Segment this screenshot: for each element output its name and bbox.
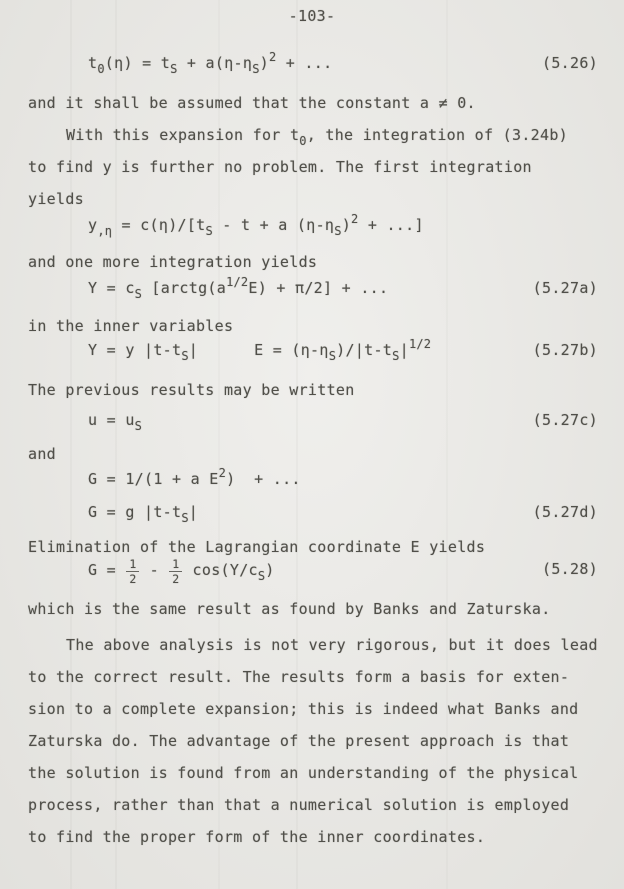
fraction: $\frac{1}{2}$: [168, 558, 183, 585]
equation-5-27b: [88, 339, 431, 361]
equation-y-eta: [88, 214, 424, 236]
subscript: S: [328, 349, 337, 363]
superscript: 2: [268, 50, 277, 64]
text-run: Elimination of the Lagrangian coordinate E yields: [28, 538, 486, 556]
equation-5-27d-label: (5.27d): [532, 503, 598, 521]
equation-5-27b-label: (5.27b): [532, 341, 598, 359]
body-line: [28, 698, 579, 720]
body-line: [28, 188, 84, 210]
body-line: [28, 826, 485, 848]
text-run: ): [265, 561, 275, 579]
equation-5-27c: [88, 409, 142, 431]
subscript: S: [181, 511, 189, 525]
text-run: to find the proper form of the inner coordinates.: [28, 828, 486, 846]
text-run: sion to a complete expansion; this is indeed what Banks and: [28, 700, 579, 718]
text-run: to the correct result. The results form a basis for exten-: [28, 668, 570, 686]
subscript: S: [257, 569, 266, 583]
text-run: + ...: [276, 54, 333, 72]
body-line: [28, 666, 569, 688]
text-run: |: [188, 503, 199, 521]
body-line: [28, 156, 532, 178]
equation-5-26: [88, 52, 332, 74]
text-run: - t + a (η-η: [212, 216, 335, 234]
subscript: S: [181, 349, 189, 363]
text-run: + ...]: [358, 216, 424, 234]
superscript: 2: [351, 212, 359, 226]
text-run: and it shall be assumed that the constant a ≠ 0.: [28, 94, 476, 112]
equation-5-27d: [88, 501, 198, 523]
page-number: -103-: [288, 7, 336, 25]
text-run: and one more integration yields: [28, 253, 318, 271]
text-run: |: [399, 341, 409, 359]
text-run: , the integration of (3.24b): [306, 126, 568, 144]
text-run: ): [259, 54, 269, 72]
body-line: [28, 794, 569, 816]
para-line: [66, 124, 568, 146]
body-line: [28, 730, 569, 752]
body-line: [28, 598, 551, 620]
text-run: )/|t-t: [336, 341, 393, 359]
text-run: to find y is further no problem. The first integration: [28, 158, 532, 176]
text-run: = c(η)/[t: [112, 216, 206, 234]
text-run: [arctg(a: [142, 279, 227, 297]
equation-5-27a: [88, 277, 388, 299]
subscript: S: [252, 62, 260, 76]
body-line: [28, 251, 317, 273]
text-run: u = u: [88, 411, 135, 429]
text-run: G = g |t-t: [88, 503, 182, 521]
text-run: yields: [28, 190, 84, 208]
text-run: y: [88, 216, 98, 234]
subscript: S: [334, 224, 342, 238]
equation-5-26-label: (5.26): [542, 54, 598, 72]
body-line: [28, 762, 579, 784]
subscript: ,η: [97, 224, 113, 238]
superscript: 1/2: [226, 275, 249, 289]
subscript: 0: [97, 62, 105, 76]
text-run: + a(η-η: [177, 54, 253, 72]
body-line: [28, 92, 476, 114]
subscript: S: [205, 224, 213, 238]
subscript: 0: [299, 134, 307, 148]
subscript: S: [134, 287, 143, 301]
equation-5-28-label: (5.28): [542, 560, 598, 578]
text-run: | E = (η-η: [188, 341, 329, 359]
text-run: Y = y |t-t: [88, 341, 182, 359]
para-line: [66, 634, 598, 656]
body-line: [28, 443, 56, 465]
text-run: The above analysis is not very rigorous, but it does lead: [66, 636, 598, 654]
text-run: Zaturska do. The advantage of the present approach is that: [28, 732, 570, 750]
text-run: With this expansion for t: [66, 126, 300, 144]
text-run: -: [140, 561, 169, 579]
subscript: S: [134, 419, 143, 433]
superscript: 1/2: [408, 337, 432, 351]
text-run: the solution is found from an understanding of the physical: [28, 764, 579, 782]
equation-5-27a-label: (5.27a): [532, 279, 598, 297]
subscript: S: [392, 349, 400, 363]
text-run: (η) = t: [104, 54, 171, 72]
text-run: which is the same result as found by Banks and Zaturska.: [28, 600, 551, 618]
text-run: and: [28, 445, 56, 463]
text-run: process, rather than that a numerical solution is employed: [28, 796, 570, 814]
text-run: E) + π/2] + ...: [248, 279, 389, 297]
text-run: Y = c: [88, 279, 135, 297]
fraction: $\frac{1}{2}$: [125, 558, 140, 585]
text-run: cos(Y/c: [183, 561, 258, 579]
subscript: S: [170, 62, 178, 76]
equation-g-expansion: [88, 468, 301, 490]
text-run: t: [88, 54, 98, 72]
equation-5-27c-label: (5.27c): [532, 411, 598, 429]
body-line: [28, 379, 355, 401]
text-run: G =: [88, 561, 126, 579]
text-run: The previous results may be written: [28, 381, 355, 399]
text-run: G = 1/(1 + a E: [88, 470, 219, 488]
text-run: in the inner variables: [28, 317, 234, 335]
body-line: [28, 315, 233, 337]
superscript: 2: [218, 466, 227, 480]
equation-5-28: [88, 557, 275, 586]
text-run: ) + ...: [226, 470, 301, 488]
body-line: [28, 536, 485, 558]
text-run: ): [341, 216, 352, 234]
